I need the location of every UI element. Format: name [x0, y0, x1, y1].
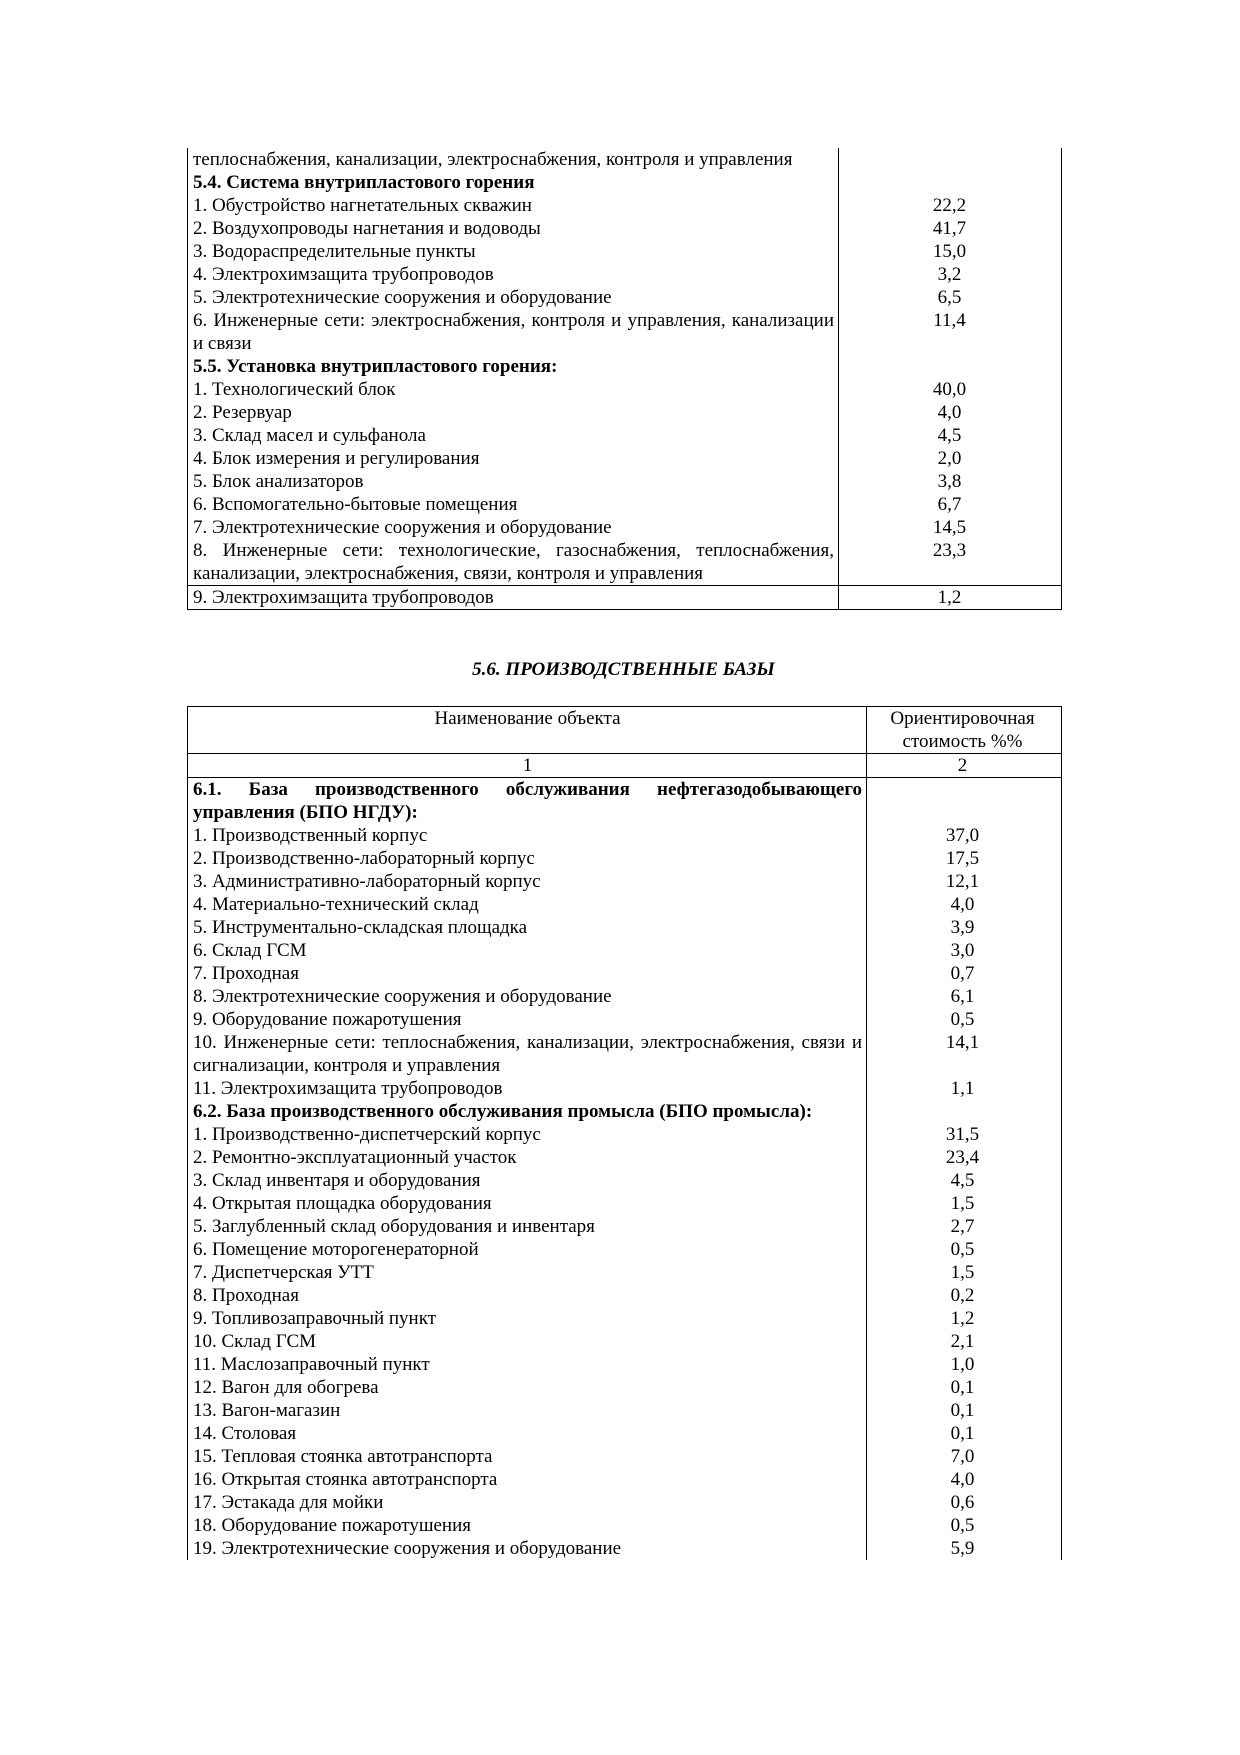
cost-percent-cell: 2,0 [937, 448, 962, 469]
table-row [188, 1330, 1061, 1353]
column-number-2: 2 [957, 755, 968, 776]
table-row [188, 286, 1061, 309]
table-row [188, 1422, 1061, 1445]
item-name-cell: 3. Склад масел и сульфанола [188, 424, 839, 447]
table-header-row [188, 707, 1061, 754]
cost-percent-cell: 4,5 [950, 1170, 975, 1191]
cost-percent-cell: 0,1 [950, 1423, 975, 1444]
item-name-cell: 8. Электротехнические сооружения и оборудование [188, 985, 867, 1008]
table-row [188, 1008, 1061, 1031]
cost-percent-cell: 22,2 [932, 195, 967, 216]
cost-percent-cell [839, 171, 1060, 194]
table-row [188, 1491, 1061, 1514]
cost-percent-cell: 3,8 [937, 471, 962, 492]
cost-percent-cell: 0,5 [950, 1239, 975, 1260]
item-name-cell: 4. Открытая площадка оборудования [188, 1192, 867, 1215]
item-name-cell: 7. Диспетчерская УТТ [188, 1261, 867, 1284]
table-row [188, 1399, 1061, 1422]
item-name-cell: 17. Эстакада для мойки [188, 1491, 867, 1514]
table-row [188, 778, 1061, 824]
cost-percent-cell: 6,1 [950, 986, 975, 1007]
cost-percent-cell: 4,0 [950, 894, 975, 915]
cost-percent-cell: 4,0 [937, 402, 962, 423]
cost-percent-cell: 1,0 [950, 1354, 975, 1375]
item-name-cell: 10. Склад ГСМ [188, 1330, 867, 1353]
item-name-cell: теплоснабжения, канализации, электроснабжения, контроля и управления [188, 148, 839, 171]
table-row [188, 194, 1061, 217]
table-row [188, 847, 1061, 870]
table-row [188, 470, 1061, 493]
table-row [188, 962, 1061, 985]
cost-percent-cell: 0,1 [950, 1400, 975, 1421]
table-row [188, 1468, 1061, 1491]
column-number-1: 1 [188, 754, 867, 777]
table-row [188, 424, 1061, 447]
item-name-cell: 6. Инженерные сети: электроснабжения, контроля и управления, канализации и связи [188, 309, 839, 355]
header-approx-cost: Ориентировочная стоимость %% [890, 708, 1035, 752]
item-name-cell: 8. Инженерные сети: технологические, газоснабжения, теплоснабжения, канализации, электроснабжения, связи, контроля и управления [188, 539, 839, 585]
cost-percent-cell: 6,7 [937, 494, 962, 515]
section-heading-cell: 5.5. Установка внутрипластового горения: [188, 355, 839, 378]
table-row [188, 916, 1061, 939]
item-name-cell: 2. Ремонтно-эксплуатационный участок [188, 1146, 867, 1169]
table-row [188, 1261, 1061, 1284]
section-heading-cell: 6.2. База производственного обслуживания промысла (БПО промысла): [188, 1100, 867, 1123]
table-row [188, 1537, 1061, 1560]
cost-percent-cell: 15,0 [932, 241, 967, 262]
table-row [188, 1146, 1061, 1169]
cost-percent-cell [867, 1100, 1058, 1123]
table-row [188, 171, 1061, 194]
table-row [188, 1353, 1061, 1376]
item-name-cell: 9. Оборудование пожаротушения [188, 1008, 867, 1031]
table-row [188, 516, 1061, 539]
item-name-cell: 7. Электротехнические сооружения и оборудование [188, 516, 839, 539]
item-name-cell: 7. Проходная [188, 962, 867, 985]
cost-percent-cell: 14,5 [932, 517, 967, 538]
table-row [188, 309, 1061, 355]
cost-percent-cell: 17,5 [945, 848, 980, 869]
table-row [188, 1445, 1061, 1468]
cost-percent-cell: 4,0 [950, 1469, 975, 1490]
cost-percent-cell: 0,5 [950, 1009, 975, 1030]
column-numbers-row [188, 754, 1061, 778]
cost-percent-cell [867, 778, 1058, 824]
item-name-cell: 5. Блок анализаторов [188, 470, 839, 493]
cost-percent-cell: 11,4 [933, 310, 966, 331]
cost-percent-cell: 0,6 [950, 1492, 975, 1513]
cost-percent-cell: 37,0 [945, 825, 980, 846]
item-name-cell: 15. Тепловая стоянка автотранспорта [188, 1445, 867, 1468]
item-name-cell: 6. Склад ГСМ [188, 939, 867, 962]
table-row [188, 1215, 1061, 1238]
table-row [188, 378, 1061, 401]
item-name-cell: 16. Открытая стоянка автотранспорта [188, 1468, 867, 1491]
table-row [188, 539, 1061, 585]
table-row [188, 1169, 1061, 1192]
table-row [188, 1376, 1061, 1399]
item-name-cell: 18. Оборудование пожаротушения [188, 1514, 867, 1537]
cost-percent-cell: 1,5 [950, 1262, 975, 1283]
table-row [188, 240, 1061, 263]
cost-percent-cell: 23,3 [932, 540, 967, 561]
table-row [188, 263, 1061, 286]
cost-percent-cell: 41,7 [932, 218, 967, 239]
item-name-cell: 11. Электрохимзащита трубопроводов [188, 1077, 867, 1100]
item-name-cell: 1. Производственно-диспетчерский корпус [188, 1123, 867, 1146]
item-name-cell: 2. Резервуар [188, 401, 839, 424]
item-name-cell: 9. Электрохимзащита трубопроводов [188, 586, 839, 609]
table-row [188, 893, 1061, 916]
table-row [188, 493, 1061, 516]
cost-percent-cell [839, 355, 1060, 378]
item-name-cell: 9. Топливозаправочный пункт [188, 1307, 867, 1330]
item-name-cell: 1. Обустройство нагнетательных скважин [188, 194, 839, 217]
cost-percent-cell: 23,4 [945, 1147, 980, 1168]
table-row [188, 1284, 1061, 1307]
production-bases-table [187, 706, 1062, 1560]
item-name-cell: 1. Производственный корпус [188, 824, 867, 847]
item-name-cell: 4. Материально-технический склад [188, 893, 867, 916]
cost-percent-cell: 3,0 [950, 940, 975, 961]
cost-percent-cell: 0,5 [950, 1515, 975, 1536]
table-row [188, 1031, 1061, 1077]
table-row [188, 585, 1061, 609]
cost-percent-cell: 31,5 [945, 1124, 980, 1145]
item-name-cell: 8. Проходная [188, 1284, 867, 1307]
item-name-cell: 6. Помещение моторогенераторной [188, 1238, 867, 1261]
cost-percent-cell: 40,0 [932, 379, 967, 400]
cost-percent-cell: 0,7 [950, 963, 975, 984]
table-row [188, 148, 1061, 171]
table-row [188, 447, 1061, 470]
item-name-cell: 6. Вспомогательно-бытовые помещения [188, 493, 839, 516]
cost-percent-cell: 0,1 [950, 1377, 975, 1398]
cost-percent-cell: 3,2 [937, 264, 962, 285]
item-name-cell: 2. Воздухопроводы нагнетания и водоводы [188, 217, 839, 240]
cost-percent-cell: 1,2 [937, 587, 962, 608]
cost-percent-cell: 7,0 [950, 1446, 975, 1467]
cost-percent-cell: 12,1 [945, 871, 980, 892]
table-row [188, 870, 1061, 893]
cost-percent-cell: 2,1 [950, 1331, 975, 1352]
item-name-cell: 11. Маслозаправочный пункт [188, 1353, 867, 1376]
item-name-cell: 5. Электротехнические сооружения и оборудование [188, 286, 839, 309]
cost-percent-cell: 1,1 [950, 1078, 975, 1099]
cost-percent-cell: 5,9 [950, 1538, 975, 1559]
table-row [188, 1307, 1061, 1330]
item-name-cell: 13. Вагон-магазин [188, 1399, 867, 1422]
cost-percent-cell: 1,5 [950, 1193, 975, 1214]
table-row [188, 1077, 1061, 1100]
item-name-cell: 1. Технологический блок [188, 378, 839, 401]
table-row [188, 1514, 1061, 1537]
table-row [188, 355, 1061, 378]
header-object-name: Наименование объекта [188, 707, 867, 753]
table-row [188, 1192, 1061, 1215]
item-name-cell: 5. Инструментально-складская площадка [188, 916, 867, 939]
cost-table-continued [187, 148, 1062, 610]
section-heading-cell: 6.1. База производственного обслуживания нефтегазодобывающего управления (БПО НГДУ): [188, 778, 867, 824]
table-row [188, 824, 1061, 847]
cost-percent-cell: 1,2 [950, 1308, 975, 1329]
item-name-cell: 4. Электрохимзащита трубопроводов [188, 263, 839, 286]
table-row [188, 1100, 1061, 1123]
item-name-cell: 5. Заглубленный склад оборудования и инвентаря [188, 1215, 867, 1238]
table-row [188, 401, 1061, 424]
table-row [188, 939, 1061, 962]
item-name-cell: 3. Водораспределительные пункты [188, 240, 839, 263]
item-name-cell: 12. Вагон для обогрева [188, 1376, 867, 1399]
item-name-cell: 19. Электротехнические сооружения и оборудование [188, 1537, 867, 1560]
item-name-cell: 4. Блок измерения и регулирования [188, 447, 839, 470]
item-name-cell: 3. Склад инвентаря и оборудования [188, 1169, 867, 1192]
item-name-cell: 10. Инженерные сети: теплоснабжения, канализации, электроснабжения, связи и сигнализации, контроля и управления [188, 1031, 867, 1077]
cost-percent-cell: 6,5 [937, 287, 962, 308]
table-row [188, 1123, 1061, 1146]
item-name-cell: 3. Административно-лабораторный корпус [188, 870, 867, 893]
item-name-cell: 2. Производственно-лабораторный корпус [188, 847, 867, 870]
table-row [188, 217, 1061, 240]
cost-percent-cell: 4,5 [937, 425, 962, 446]
cost-percent-cell [839, 148, 1060, 171]
cost-percent-cell: 3,9 [950, 917, 975, 938]
section-heading-cell: 5.4. Система внутрипластового горения [188, 171, 839, 194]
section-title: 5.6. ПРОИЗВОДСТВЕННЫЕ БАЗЫ [472, 659, 775, 680]
cost-percent-cell: 2,7 [950, 1216, 975, 1237]
cost-percent-cell: 14,1 [945, 1032, 980, 1053]
table-row [188, 1238, 1061, 1261]
table-row [188, 985, 1061, 1008]
cost-percent-cell: 0,2 [950, 1285, 975, 1306]
table-body [188, 778, 1061, 1560]
item-name-cell: 14. Столовая [188, 1422, 867, 1445]
